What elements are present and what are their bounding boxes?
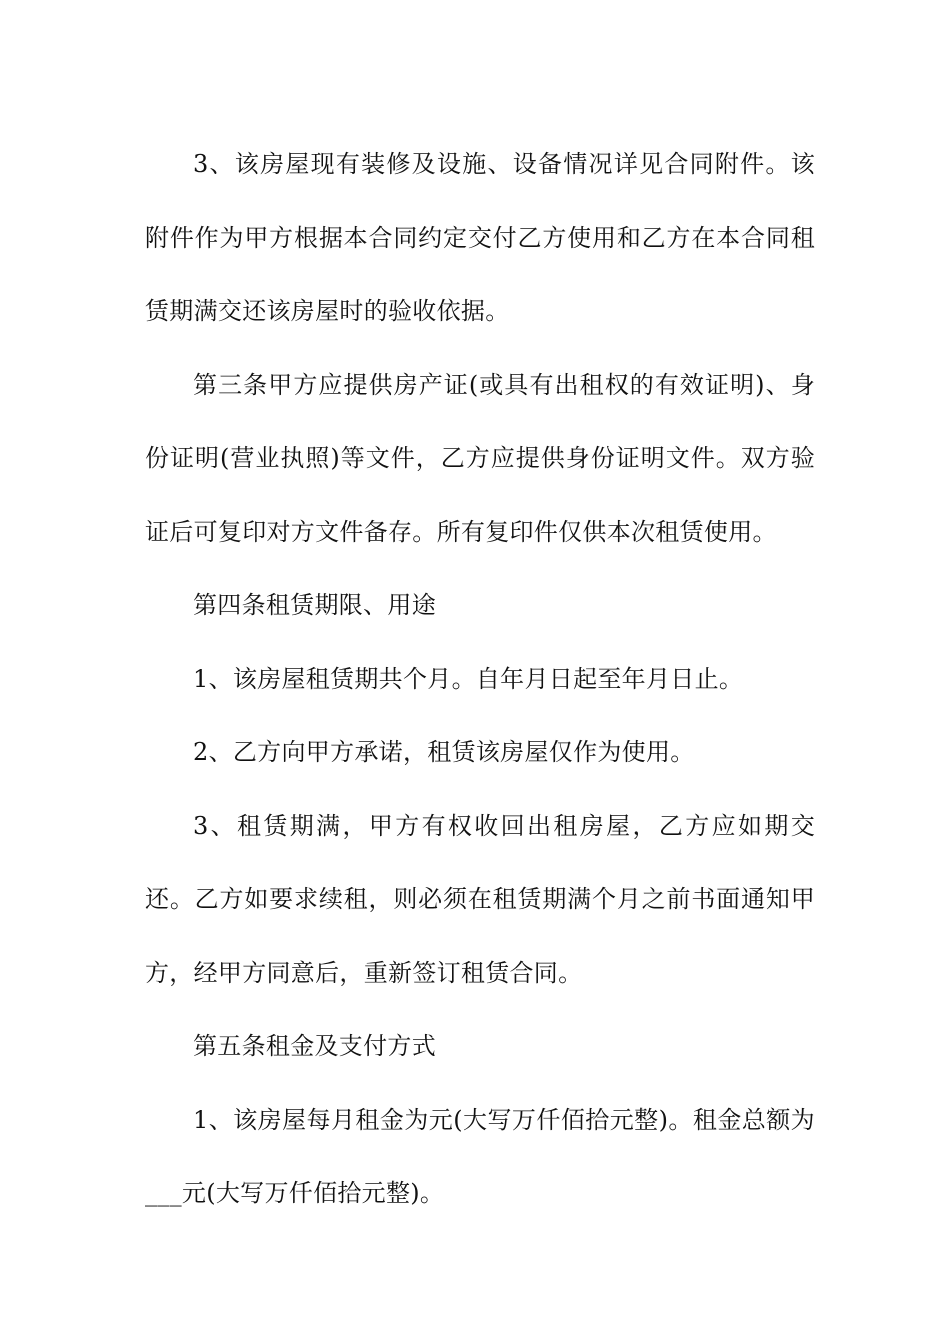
paragraph-facilities: 3、该房屋现有装修及设施、设备情况详见合同附件。该附件作为甲方根据本合同约定交付乙方使用和乙方在本合同租赁期满交还该房屋时的验收依据。	[145, 150, 815, 325]
paragraph-lease-renewal: 3、租赁期满，甲方有权收回出租房屋，乙方应如期交还。乙方如要求续租，则必须在租赁期满个月之前书面通知甲方，经甲方同意后，重新签订租赁合同。	[145, 811, 815, 987]
heading-article-4: 第四条租赁期限、用途	[193, 591, 436, 619]
paragraph-lease-term: 1、该房屋租赁期共个月。自年月日起至年月日止。	[193, 664, 744, 693]
paragraph-lease-purpose: 2、乙方向甲方承诺，租赁该房屋仅作为使用。	[193, 738, 695, 766]
heading-article-5: 第五条租金及支付方式	[193, 1032, 436, 1060]
paragraph-rent-amount: 1、该房屋每月租金为元(大写万仟佰拾元整)。租金总额为___元(大写万仟佰拾元整)。	[145, 1105, 815, 1207]
document-body	[145, 128, 815, 1231]
paragraph-article-3: 第三条甲方应提供房产证(或具有出租权的有效证明)、身份证明(营业执照)等文件，乙方应提供身份证明文件。双方验证后可复印对方文件备存。所有复印件仅供本次租赁使用。	[145, 370, 815, 546]
